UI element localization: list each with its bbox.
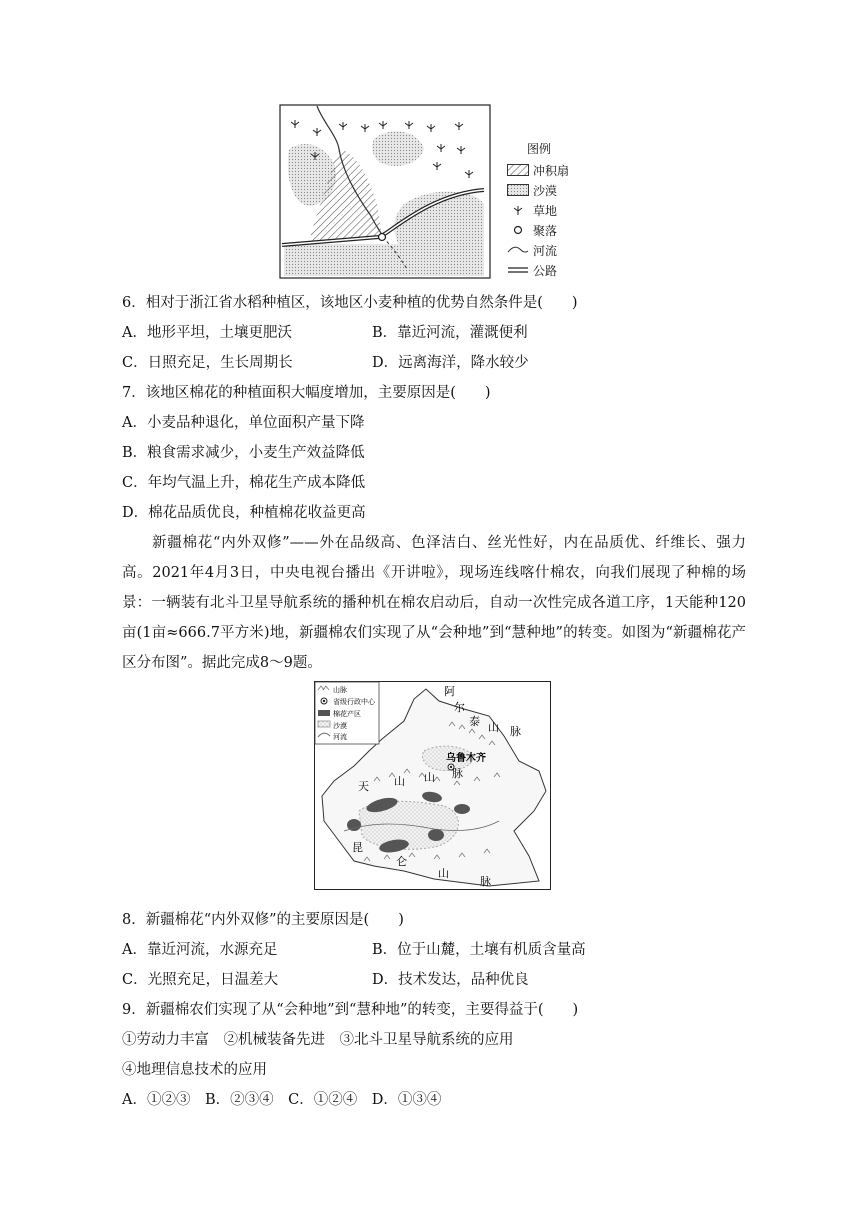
map-label-kunlun-4: 脉 bbox=[480, 875, 491, 888]
q6-option-c[interactable]: C．日照充足，生长周期长 bbox=[122, 355, 293, 371]
legend2-label-mountain: 山脉 bbox=[333, 686, 347, 694]
legend-cotton-icon bbox=[318, 710, 330, 716]
map-label-altai-2: 尔 bbox=[454, 701, 465, 714]
map-label-kunlun-2: 仑 bbox=[396, 855, 407, 868]
legend-label-alluvial-fan: 冲积扇 bbox=[533, 163, 570, 178]
settlement-circle-icon bbox=[507, 224, 529, 236]
legend-label-settlement: 聚落 bbox=[533, 223, 558, 238]
q8-stem: 8．新疆棉花“内外双修”的主要原因是( ) bbox=[122, 912, 404, 928]
map-label-altai-3: 泰 bbox=[469, 715, 480, 728]
map-label-kunlun-1: 昆 bbox=[352, 841, 363, 854]
road-double-line-icon bbox=[507, 264, 529, 276]
figure1-legend bbox=[507, 140, 587, 280]
legend-label-grass: 草地 bbox=[533, 203, 558, 218]
q9-answer-options[interactable]: A．①②③ B．②③④ C．①②④ D．①③④ bbox=[122, 1092, 442, 1108]
desert-area-bottom bbox=[284, 244, 484, 276]
figure-alluvial-fan-map bbox=[279, 104, 589, 280]
legend2-label-capital: 省级行政中心 bbox=[333, 698, 375, 706]
map-label-tianshan-2: 山 bbox=[394, 775, 405, 788]
map-label-tianshan-1: 天 bbox=[358, 780, 369, 793]
dotted-swatch-icon bbox=[507, 184, 529, 196]
q9-items-line1: ①劳动力丰富 ②机械装备先进 ③北斗卫星导航系统的应用 bbox=[122, 1032, 514, 1048]
reading-passage: 新疆棉花“内外双修”——外在品级高、色泽洁白、丝光性好，内在品质优、纤维长、强力高。2021年4月3日，中央电视台播出《开讲啦》，现场连线喀什棉农，向我们展现了种棉的场景：一辆装有北斗卫星导航系统的播种机在棉农启动后，自动一次性完成各道工序，1天能种120亩(1亩≈666.7平方米)地，新疆棉农们实现了从“会种地”到“慧种地”的转变。如图为“新疆棉花产区分布图”。据此完成8～9题。 bbox=[122, 535, 746, 671]
q7-option-b[interactable]: B．粮食需求减少，小麦生产效益降低 bbox=[122, 445, 365, 461]
q8-option-d[interactable]: D．技术发达，品种优良 bbox=[372, 972, 529, 988]
legend-capital-icon bbox=[321, 698, 327, 704]
map-label-altai-4: 山 bbox=[488, 721, 499, 734]
q7-option-a[interactable]: A．小麦品种退化，单位面积产量下降 bbox=[122, 415, 365, 431]
map-label-urumqi: 乌鲁木齐 bbox=[446, 753, 486, 764]
figure-xinjiang-cotton-map bbox=[314, 681, 551, 890]
legend2-label-river: 河流 bbox=[333, 733, 347, 741]
legend-desert-icon bbox=[318, 721, 330, 727]
q6-stem: 6．相对于浙江省水稻种植区，该地区小麦种植的优势自然条件是( ) bbox=[122, 295, 578, 311]
q6-option-b[interactable]: B．靠近河流，灌溉便利 bbox=[372, 325, 528, 341]
legend-label-desert: 沙漠 bbox=[533, 183, 558, 198]
grass-symbol-icon bbox=[507, 204, 529, 216]
map-label-tianshan-4: 脉 bbox=[452, 767, 463, 780]
legend-label-road: 公路 bbox=[533, 263, 558, 278]
map-label-altai-5: 脉 bbox=[510, 725, 521, 738]
legend-label-river: 河流 bbox=[533, 243, 558, 258]
q8-option-a[interactable]: A．靠近河流，水源充足 bbox=[122, 942, 278, 958]
settlement-icon bbox=[379, 234, 386, 241]
hatch-swatch-icon bbox=[507, 164, 529, 176]
river-line-icon bbox=[507, 244, 529, 256]
legend2-label-desert: 沙漠 bbox=[333, 722, 347, 730]
q8-option-b[interactable]: B．位于山麓，土壤有机质含量高 bbox=[372, 942, 586, 958]
q6-option-d[interactable]: D．远离海洋，降水较少 bbox=[372, 355, 529, 371]
legend-title: 图例 bbox=[526, 142, 551, 156]
q8-option-c[interactable]: C．光照充足，日温差大 bbox=[122, 972, 279, 988]
q9-items-line2: ④地理信息技术的应用 bbox=[122, 1062, 267, 1078]
q6-option-a[interactable]: A．地形平坦，土壤更肥沃 bbox=[122, 325, 292, 341]
legend2-label-cotton: 棉花产区 bbox=[333, 710, 361, 718]
q7-option-c[interactable]: C．年均气温上升，棉花生产成本降低 bbox=[122, 475, 366, 491]
q9-stem: 9．新疆棉农们实现了从“会种地”到“慧种地”的转变，主要得益于( ) bbox=[122, 1002, 579, 1018]
map-label-kunlun-3: 山 bbox=[438, 867, 449, 880]
q7-option-d[interactable]: D．棉花品质优良，种植棉花收益更高 bbox=[122, 505, 366, 521]
map-label-altai-1: 阿 bbox=[444, 685, 455, 698]
map-label-tianshan-3: 山 bbox=[424, 771, 435, 784]
q7-stem: 7．该地区棉花的种植面积大幅度增加，主要原因是( ) bbox=[122, 385, 491, 401]
